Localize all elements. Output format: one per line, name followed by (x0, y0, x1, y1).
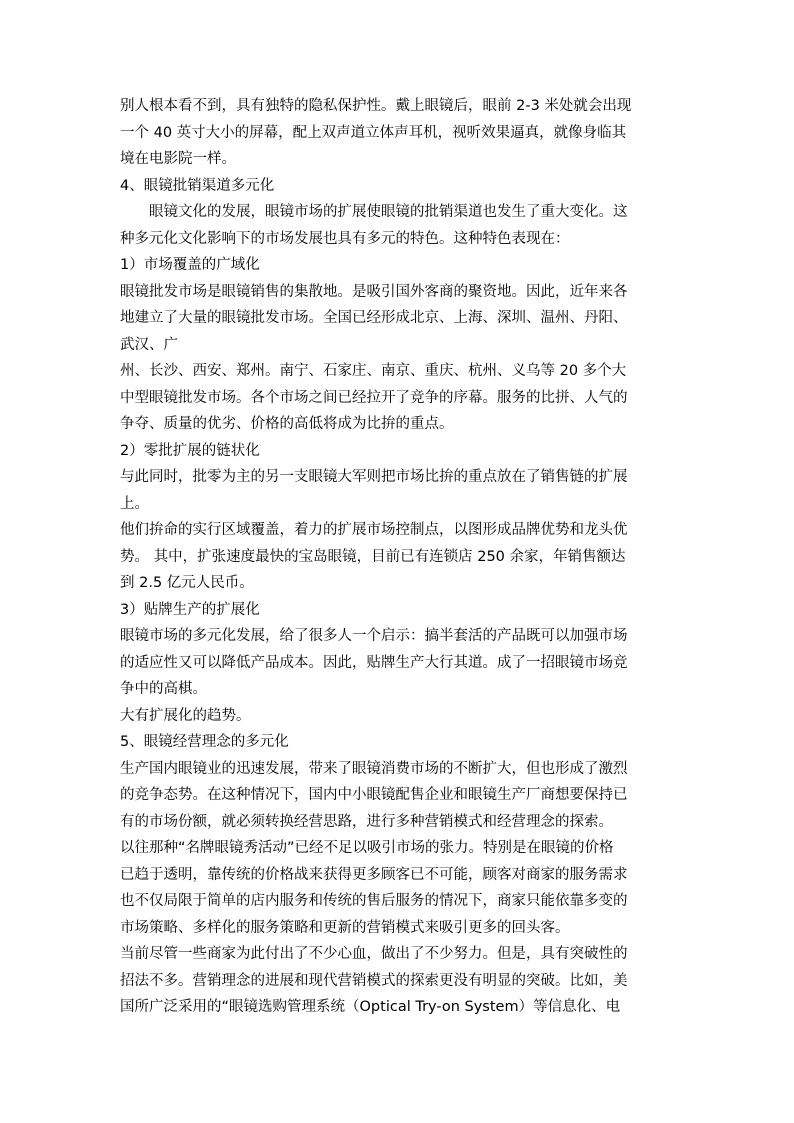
text-line: 招法不多。营销理念的进展和现代营销模式的探索更没有明显的突破。比如，美 (120, 972, 628, 989)
text-line: 争中的高棋。 (120, 681, 207, 697)
text-line: 有的市场份额，就必须转换经营思路，进行多种营销模式和经营理念的探索。 (120, 813, 613, 830)
text-line: 也不仅局限于简单的店内服务和传统的售后服务的情况下，商家只能依靠多变的 (120, 893, 628, 909)
text-line: 4、眼镜批销渠道多元化 (120, 177, 275, 194)
text-line: 争夺、质量的优劣、价格的高低将成为比拚的重点。 (120, 416, 454, 432)
text-line: 的竞争态势。在这种情况下，国内中小眼镜配售企业和眼镜生产厂商想要保持已 (120, 787, 628, 803)
text-line: 1）市场覆盖的广域化 (120, 257, 260, 273)
text-line: 大有扩展化的趋势。 (120, 707, 251, 724)
text-line: 上。 (120, 495, 149, 512)
text-line: 3）贴牌生产的扩展化 (120, 601, 260, 618)
text-line: 势。 其中，扩张速度最快的宝岛眼镜，目前已有连锁店 250 余家，年销售额达 (120, 548, 626, 565)
text-line: 武汉、广 (120, 336, 178, 353)
text-line: 眼镜文化的发展，眼镜市场的扩展使眼镜的批销渠道也发生了重大变化。这 (149, 204, 628, 220)
text-line: 别人根本看不到，具有独特的隐私保护性。戴上眼镜后，眼前 2-3 米处就会出现 (120, 98, 632, 114)
text-line: 境在电影院一样。 (120, 151, 236, 167)
text-line: 国所广泛采用的“眼镜选购管理系统（Optical Try-on System）等信息化、电 (120, 999, 621, 1015)
text-line: 5、眼镜经营理念的多元化 (120, 734, 289, 750)
text-line: 与此同时，批零为主的另一支眼镜大军则把市场比拚的重点放在了销售链的扩展 (120, 469, 628, 485)
text-line: 以往那种“名牌眼镜秀活动”已经不足以吸引市场的张力。特别是在眼镜的价格 (120, 840, 614, 856)
text-line: 到 2.5 亿元人民币。 (120, 575, 254, 591)
text-line: 州、长沙、西安、郑州。南宁、石家庄、南京、重庆、杭州、义乌等 20 多个大 (120, 363, 627, 379)
text-line: 的适应性又可以降低产品成本。因此，贴牌生产大行其道。成了一招眼镜市场竞 (120, 654, 628, 671)
text-line: 一个 40 英寸大小的屏幕，配上双声道立体声耳机，视听效果逼真，就像身临其 (120, 124, 627, 141)
text-line: 2）零批扩展的链状化 (120, 442, 260, 459)
text-line: 市场策略、多样化的服务策略和更新的营销模式来吸引更多的回头客。 (120, 919, 570, 936)
text-line: 眼镜市场的多元化发展，给了很多人一个启示：搞半套活的产品既可以加强市场 (120, 628, 628, 644)
text-line: 种多元化文化影响下的市场发展也具有多元的特色。这种特色表现在： (120, 230, 570, 247)
text-line: 已趋于透明，靠传统的价格战来获得更多顾客已不可能，顾客对商家的服务需求 (120, 866, 628, 883)
text-line: 当前尽管一些商家为此付出了不少心血，做出了不少努力。但是，具有突破性的 (120, 946, 628, 962)
text-line: 生产国内眼镜业的迅速发展，带来了眼镜消费市场的不断扩大，但也形成了激烈 (120, 760, 628, 777)
text-line: 中型眼镜批发市场。各个市场之间已经拉开了竞争的序幕。服务的比拼、人气的 (120, 389, 628, 406)
document-page (120, 93, 674, 1093)
text-line: 眼镜批发市场是眼镜销售的集散地。是吸引国外客商的聚资地。因此，近年来各 (120, 283, 628, 300)
text-line: 他们拚命的实行区域覆盖，着力的扩展市场控制点，以图形成品牌优势和龙头优 (120, 522, 628, 538)
text-line: 地建立了大量的眼镜批发市场。全国已经形成北京、上海、深圳、温州、丹阳、 (120, 310, 628, 326)
